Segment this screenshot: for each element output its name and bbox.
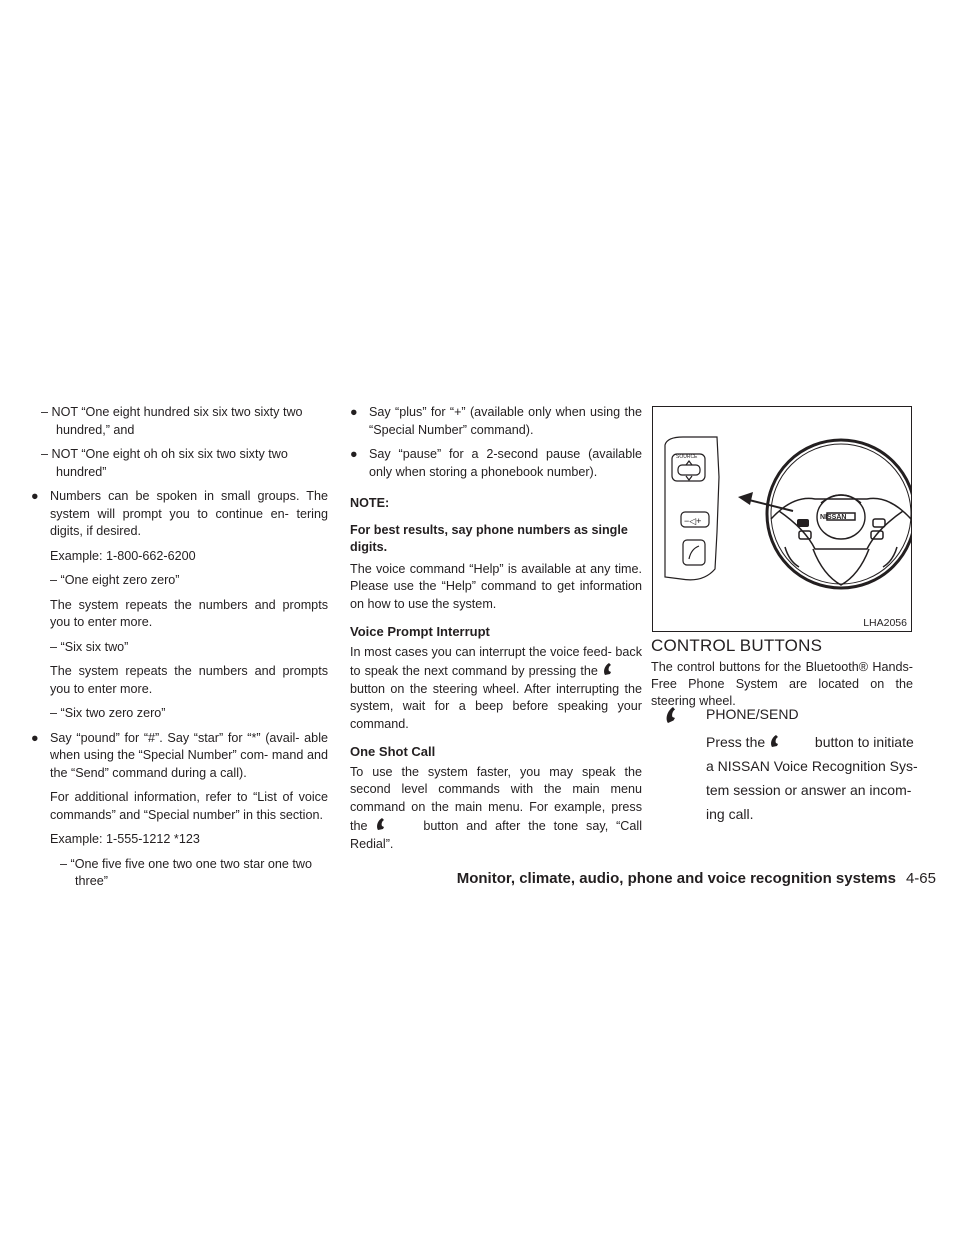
bullet-text: Say “pause” for a 2-second pause (available only when storing a phonebook number). (369, 447, 642, 479)
note-heading: NOTE: (350, 496, 390, 510)
bullet-item (31, 488, 328, 541)
voice-prompt-interrupt-heading: Voice Prompt Interrupt (350, 624, 490, 639)
paragraph: The system repeats the numbers and prompts you to enter more. (50, 664, 328, 696)
phone-handset-icon (664, 704, 686, 726)
volume-symbol: −◁+ (684, 516, 702, 526)
help-paragraph: The voice command “Help” is available at any time. Please use the “Help” command to get information on how to use the system. (350, 561, 642, 611)
bullet-mark: ● (350, 405, 358, 419)
phone-desc-b: button to initiate a NISSAN Voice Recognition Sys- tem session or answer an incom- ing call. (706, 734, 918, 822)
dash-item: – “One five five one two one two star one two three” (60, 856, 313, 888)
bullet-text: Say “pound” for “#”. Say “star” for “*” (avail- able when using the “Special Number” com- mand and the “Send” command during a call). (50, 730, 328, 780)
bullet-item (31, 730, 328, 783)
bullet-mark: ● (31, 730, 39, 745)
phone-handset-icon (375, 816, 395, 832)
control-buttons-title: CONTROL BUTTONS (651, 636, 823, 655)
phone-send-label: PHONE/SEND (706, 706, 799, 722)
vpi-text-b: button on the steering wheel. After interrupting the system, wait for a beep before speaking your command. (350, 681, 642, 731)
figure-label: LHA2056 (863, 617, 907, 629)
phone-handset-icon (602, 661, 622, 677)
dash-item: – “Six six two” (50, 639, 129, 654)
steering-wheel-figure (652, 406, 912, 632)
phone-handset-icon (769, 733, 789, 749)
phone-desc-a: Press the (706, 734, 766, 750)
osc-text-b: button and after the tone say, “Call Redial”. (350, 819, 643, 851)
osc-text-a: To use the system faster, you may speak the second level commands with the main menu command on the main menu. For example, press the (350, 764, 642, 833)
dash-item: – “Six two zero zero” (50, 706, 166, 720)
middle-column (350, 404, 642, 860)
phone-send-description (706, 730, 918, 826)
source-label: SOURCE (676, 454, 698, 460)
logo: NISSAN (820, 514, 847, 521)
section-title: Monitor, climate, audio, phone and voice recognition systems (456, 870, 896, 887)
bullet-item (350, 446, 642, 481)
left-column (31, 404, 328, 898)
one-shot-call-heading: One Shot Call (350, 744, 436, 759)
paragraph: The system repeats the numbers and prompts you to enter more. (50, 597, 328, 629)
dash-item: – NOT “One eight hundred six six two sixty two hundred,” and (41, 405, 303, 437)
bullet-text: Numbers can be spoken in small groups. The system will prompt you to continue en- tering digits, if desired. (50, 489, 328, 538)
dash-item: – “One eight zero zero” (50, 573, 180, 587)
bullet-mark: ● (350, 447, 358, 461)
arrow (738, 492, 793, 511)
page-footer (0, 870, 936, 887)
page-number: 4-65 (905, 870, 936, 887)
dash-item: – NOT “One eight oh oh six six two sixty two hundred” (41, 447, 288, 479)
example-text: Example: 1-800-662-6200 (50, 548, 196, 563)
example-text: Example: 1-555-1212 *123 (50, 832, 200, 846)
paragraph: For additional information, refer to “List of voice commands” and “Special number” in this section. (50, 790, 328, 822)
one-shot-call-paragraph (350, 764, 642, 854)
control-buttons-text: The control buttons for the Bluetooth® Hands- Free Phone System are located on the steering wheel. (651, 660, 913, 708)
steering-wheel-illustration (653, 407, 911, 631)
bullet-text: Say “plus” for “+” (available only when using the “Special Number” command). (369, 405, 642, 437)
note-text: For best results, say phone numbers as single digits. (350, 522, 628, 554)
vpi-text-a: In most cases you can interrupt the voice feed- back to speak the next command by pressing the (350, 644, 642, 678)
voice-prompt-interrupt-paragraph (350, 644, 642, 734)
bullet-item (350, 404, 642, 439)
bullet-mark: ● (31, 489, 39, 503)
